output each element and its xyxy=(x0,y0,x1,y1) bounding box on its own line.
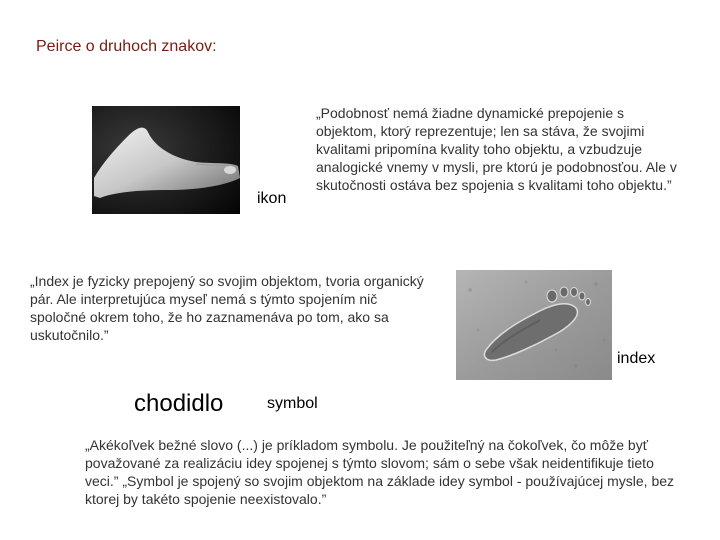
icon-label: ikon xyxy=(257,190,287,207)
symbol-label: symbol xyxy=(267,395,318,412)
icon-quote: „Podobnosť nemá žiadne dynamické prepojenie s objektom, ktorý reprezentuje; len sa stáva, že svojimi kvalitami pripomína kvality toho objektu, a vzbudzuje analogické vnemy v mysli, pre ktorú je podobnosťou. Ale v skutočnosti ostáva bez spojenia s kvalitami toho objektu.” xyxy=(316,105,677,193)
foot-photo xyxy=(92,106,240,214)
footprint-photo xyxy=(456,270,612,380)
page-title: Peirce o druhoch znakov: xyxy=(36,38,217,55)
index-label: index xyxy=(617,350,656,367)
symbol-word: chodidlo xyxy=(134,390,224,417)
symbol-quote: „Akékoľvek bežné slovo (...) je príkladom symbolu. Je použiteľný na čokoľvek, čo môže byť považované za realizáciu idey spojenej s týmto slovom; sám o sebe však neidentifikuje tieto veci.” „Symbol je spojený so svojim objektom na základe idey symbol - používajúcej mysle, bez ktorej by takéto spojenie neexistovalo.” xyxy=(85,437,675,507)
index-quote: „Index je fyzicky prepojený so svojim objektom, tvoria organický pár. Ale interpretujúca myseľ nemá s týmto spojením nič spoločné okrem toho, že ho zaznamenáva po tom, ako sa uskutočnilo.” xyxy=(30,273,424,343)
